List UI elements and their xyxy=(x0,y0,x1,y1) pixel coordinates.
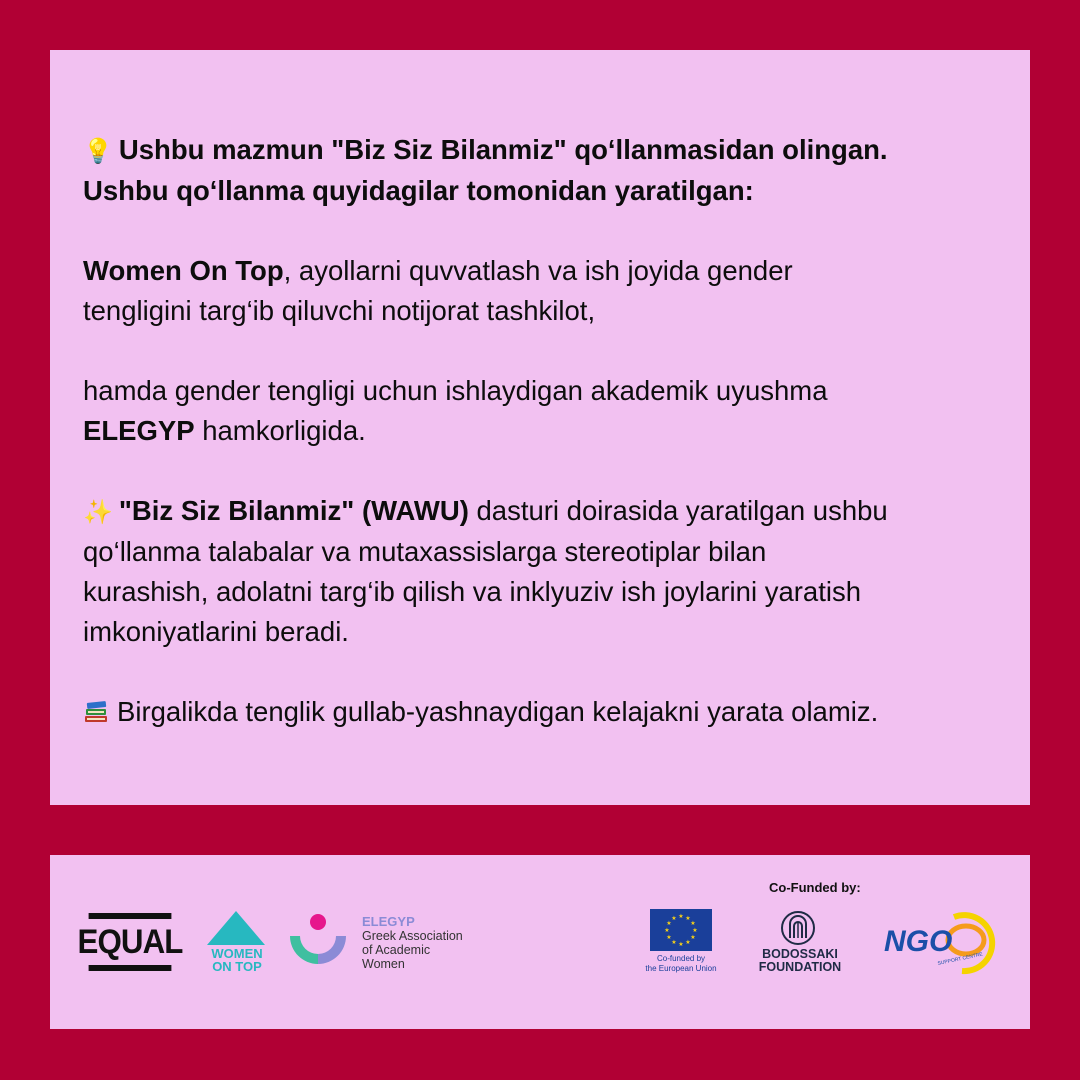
source-line-1: Ushbu mazmun "Biz Siz Bilanmiz" qo‘llanmasidan olingan. xyxy=(118,134,888,165)
svg-text:★: ★ xyxy=(685,915,691,922)
elegyp-desc-line-3: Women xyxy=(362,957,405,971)
women-on-top-name: Women On Top xyxy=(83,255,284,286)
footer-logos xyxy=(50,855,1030,1029)
body-text xyxy=(83,130,1013,732)
equal-logo xyxy=(77,913,183,971)
wot-desc-2: tengligini targ‘ib qiluvchi notijorat tashkilot, xyxy=(83,295,596,326)
eu-text-2: the European Union xyxy=(645,964,717,973)
program-line-3: kurashish, adolatni targ‘ib qilish va inklyuziv ish joylarini yaratish xyxy=(83,576,861,607)
svg-text:★: ★ xyxy=(692,927,698,934)
svg-text:★: ★ xyxy=(666,920,672,927)
paragraph-source xyxy=(83,130,1013,211)
lightbulb-icon: 💡 xyxy=(83,137,113,165)
content-panel xyxy=(50,50,1030,805)
svg-text:★: ★ xyxy=(666,934,672,941)
wot-text-2: ON TOP xyxy=(212,959,262,974)
eu-text-1: Co-funded by xyxy=(656,954,706,963)
bodossaki-text-2: FOUNDATION xyxy=(758,960,842,974)
bodossaki-text-1: BODOSSAKI xyxy=(762,947,838,961)
elegyp-desc-1: hamda gender tengligi uchun ishlaydigan akademik uyushma xyxy=(83,375,828,406)
wot-desc-1: , ayollarni quvvatlash va ish joyida gender xyxy=(283,255,793,286)
paragraph-elegyp xyxy=(83,371,1013,451)
elegyp-logo-text xyxy=(362,915,463,971)
bodossaki-logo-text xyxy=(750,948,850,974)
eu-flag-icon xyxy=(650,909,712,951)
wot-text-1: WOMEN xyxy=(211,946,263,961)
equal-logo-text: EQUAL xyxy=(77,922,183,961)
program-line-4: imkoniyatlarini beradi. xyxy=(83,616,349,647)
paragraph-women-on-top xyxy=(83,251,1013,331)
program-name: "Biz Siz Bilanmiz" (WAWU) xyxy=(118,495,469,526)
paragraph-program xyxy=(83,491,1013,652)
program-line-2: qo‘llanma talabalar va mutaxassislarga stereotiplar bilan xyxy=(83,536,767,567)
svg-text:★: ★ xyxy=(690,920,696,927)
elegyp-desc-line-1: Greek Association xyxy=(362,929,463,943)
eu-logo-text xyxy=(636,954,726,974)
svg-text:★: ★ xyxy=(664,927,670,934)
elegyp-name: ELEGYP xyxy=(83,415,195,446)
elegyp-logo-icon xyxy=(286,912,350,970)
elegyp-desc-2: hamkorligida. xyxy=(194,415,366,446)
women-on-top-logo-text xyxy=(202,947,272,973)
books-icon xyxy=(83,698,109,724)
svg-text:★: ★ xyxy=(678,913,684,920)
closing-line: Birgalikda tenglik gullab-yashnaydigan kelajakni yarata olamiz. xyxy=(117,696,879,727)
program-line-1: dasturi doirasida yaratilgan ushbu xyxy=(468,495,888,526)
bodossaki-logo-icon xyxy=(780,910,816,946)
svg-text:★: ★ xyxy=(671,939,677,946)
sparkles-icon: ✨ xyxy=(83,498,113,526)
svg-text:★: ★ xyxy=(671,915,677,922)
co-funded-label: Co-Funded by: xyxy=(769,880,861,895)
elegyp-desc-line-2: of Academic xyxy=(362,943,431,957)
ngo-logo-subtext: SUPPORT CENTRE xyxy=(937,951,984,967)
ngo-support-centre-logo-icon xyxy=(882,907,1002,977)
source-line-2: Ushbu qo‘llanma quyidagilar tomonidan yaratilgan: xyxy=(83,175,754,206)
paragraph-closing xyxy=(83,692,1013,732)
svg-text:★: ★ xyxy=(678,941,684,948)
svg-text:★: ★ xyxy=(690,934,696,941)
elegyp-logo-name: ELEGYP xyxy=(362,914,415,929)
svg-text:★: ★ xyxy=(685,939,691,946)
ngo-logo-text: NGO xyxy=(884,925,953,958)
